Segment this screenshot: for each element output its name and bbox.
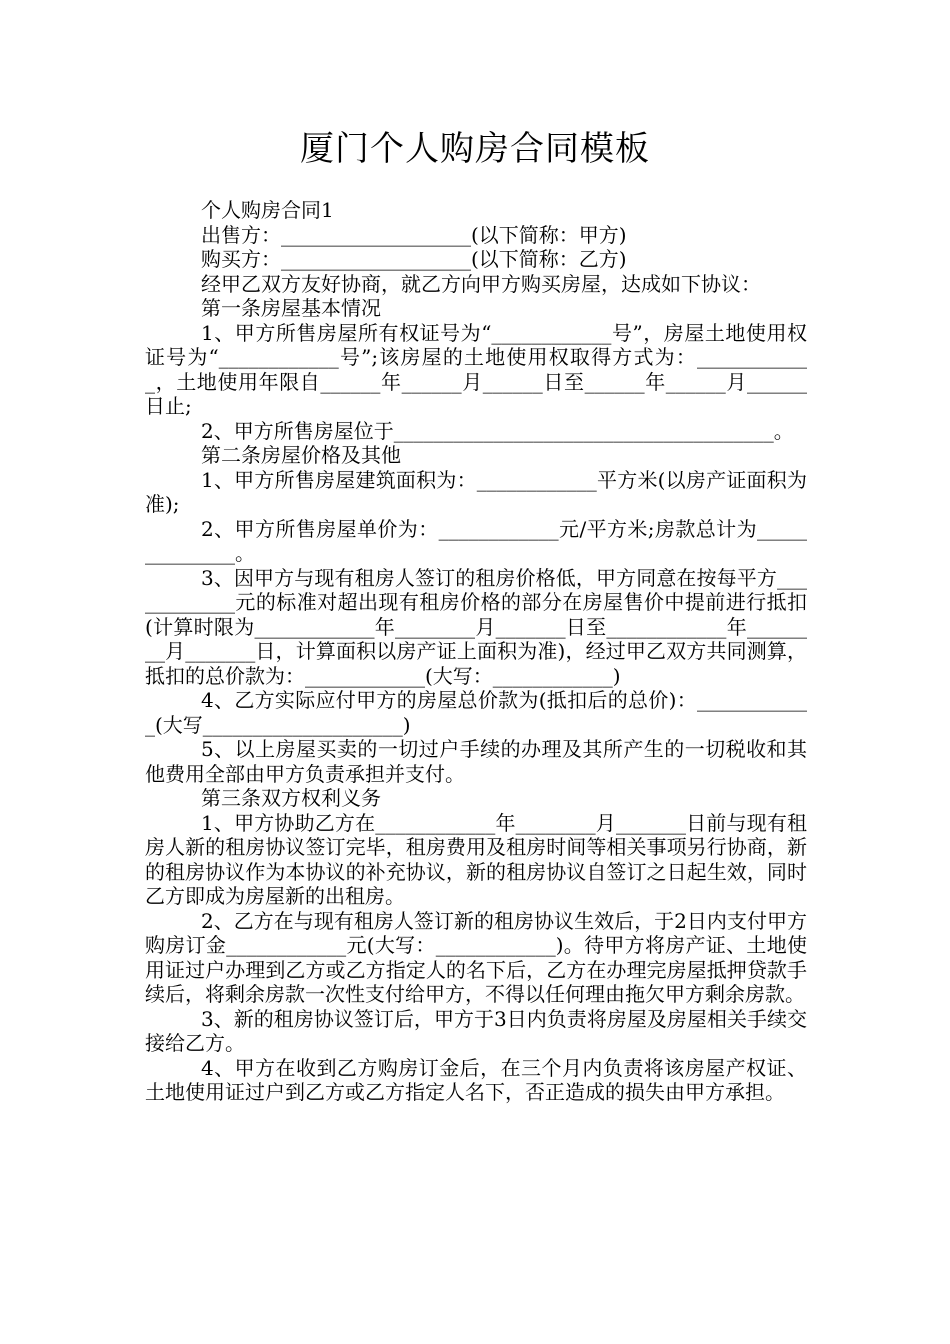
- buyer-line: 购买方：___________________(以下简称：乙方): [201, 247, 627, 271]
- article-1-heading: 第一条房屋基本情况: [201, 296, 381, 320]
- article-3-clause-4: 4、甲方在收到乙方购房订金后，在三个月内负责将该房屋产权证、土地使用证过户到乙方或乙方指定人名下，否正造成的损失由甲方承担。: [145, 1055, 807, 1104]
- article-3-heading: 第三条双方权利义务: [201, 786, 381, 810]
- seller-line: 出售方：___________________(以下简称：甲方): [201, 222, 627, 247]
- article-2-clause-3: 3、因甲方与现有租房人签订的租房价格低，甲方同意在按每平方____________元的标准对超出现有租房价格的部分在房屋售价中提前进行抵扣(计算时限为____________年________月_______日至____________年________月_______日，计算面积以房产证上面积为准)，经过甲乙双方共同测算，抵扣的总价款为：____________(大写：____________): [145, 565, 807, 688]
- article-1-clause-1: 1、甲方所售房屋所有权证号为“____________号”，房屋土地使用权证号为“____________号”;该房屋的土地使用权取得方式为：____________，土地使用年限自______年______月______日至______年______月______日止;: [145, 320, 807, 418]
- preamble: 经甲乙双方友好协商，就乙方向甲方购买房屋，达成如下协议：: [201, 271, 761, 296]
- article-2-clause-2: 2、甲方所售房屋单价为：____________元/平方米;房款总计为______________。: [145, 516, 807, 565]
- article-3-clause-3: 3、新的租房协议签订后，甲方于3日内负责将房屋及房屋相关手续交接给乙方。: [145, 1006, 807, 1055]
- document-body: [145, 198, 807, 1105]
- article-3-clause-1: 1、甲方协助乙方在____________年________月_______日前与现有租房人新的租房协议签订完毕，租房费用及租房时间等相关事项另行协商，新的租房协议作为本协议的补充协议，新的租房协议自签订之日起生效，同时乙方即成为房屋新的出租房。: [145, 810, 807, 908]
- article-2-clause-1: 1、甲方所售房屋建筑面积为：____________平方米(以房产证面积为准);: [145, 467, 807, 516]
- article-1-clause-2: 2、甲方所售房屋位于______________________________________。: [201, 418, 794, 443]
- article-2-clause-5: 5、以上房屋买卖的一切过户手续的办理及其所产生的一切税收和其他费用全部由甲方负责承担并支付。: [145, 737, 807, 786]
- article-2-heading: 第二条房屋价格及其他: [201, 443, 401, 467]
- article-3-clause-2: 2、乙方在与现有租房人签订新的租房协议生效后，于2日内支付甲方购房订金____________元(大写：____________)。待甲方将房产证、土地使用证过户办理到乙方或乙方指定人的名下后，乙方在办理完房屋抵押贷款手续后，将剩余房款一次性支付给甲方，不得以任何理由拖欠甲方剩余房款。: [145, 908, 807, 1006]
- document-title: 厦门个人购房合同模板: [300, 129, 650, 169]
- article-2-clause-4: 4、乙方实际应付甲方的房屋总价款为(抵扣后的总价)：____________(大写____________________): [145, 688, 807, 737]
- contract-heading: 个人购房合同1: [201, 198, 334, 222]
